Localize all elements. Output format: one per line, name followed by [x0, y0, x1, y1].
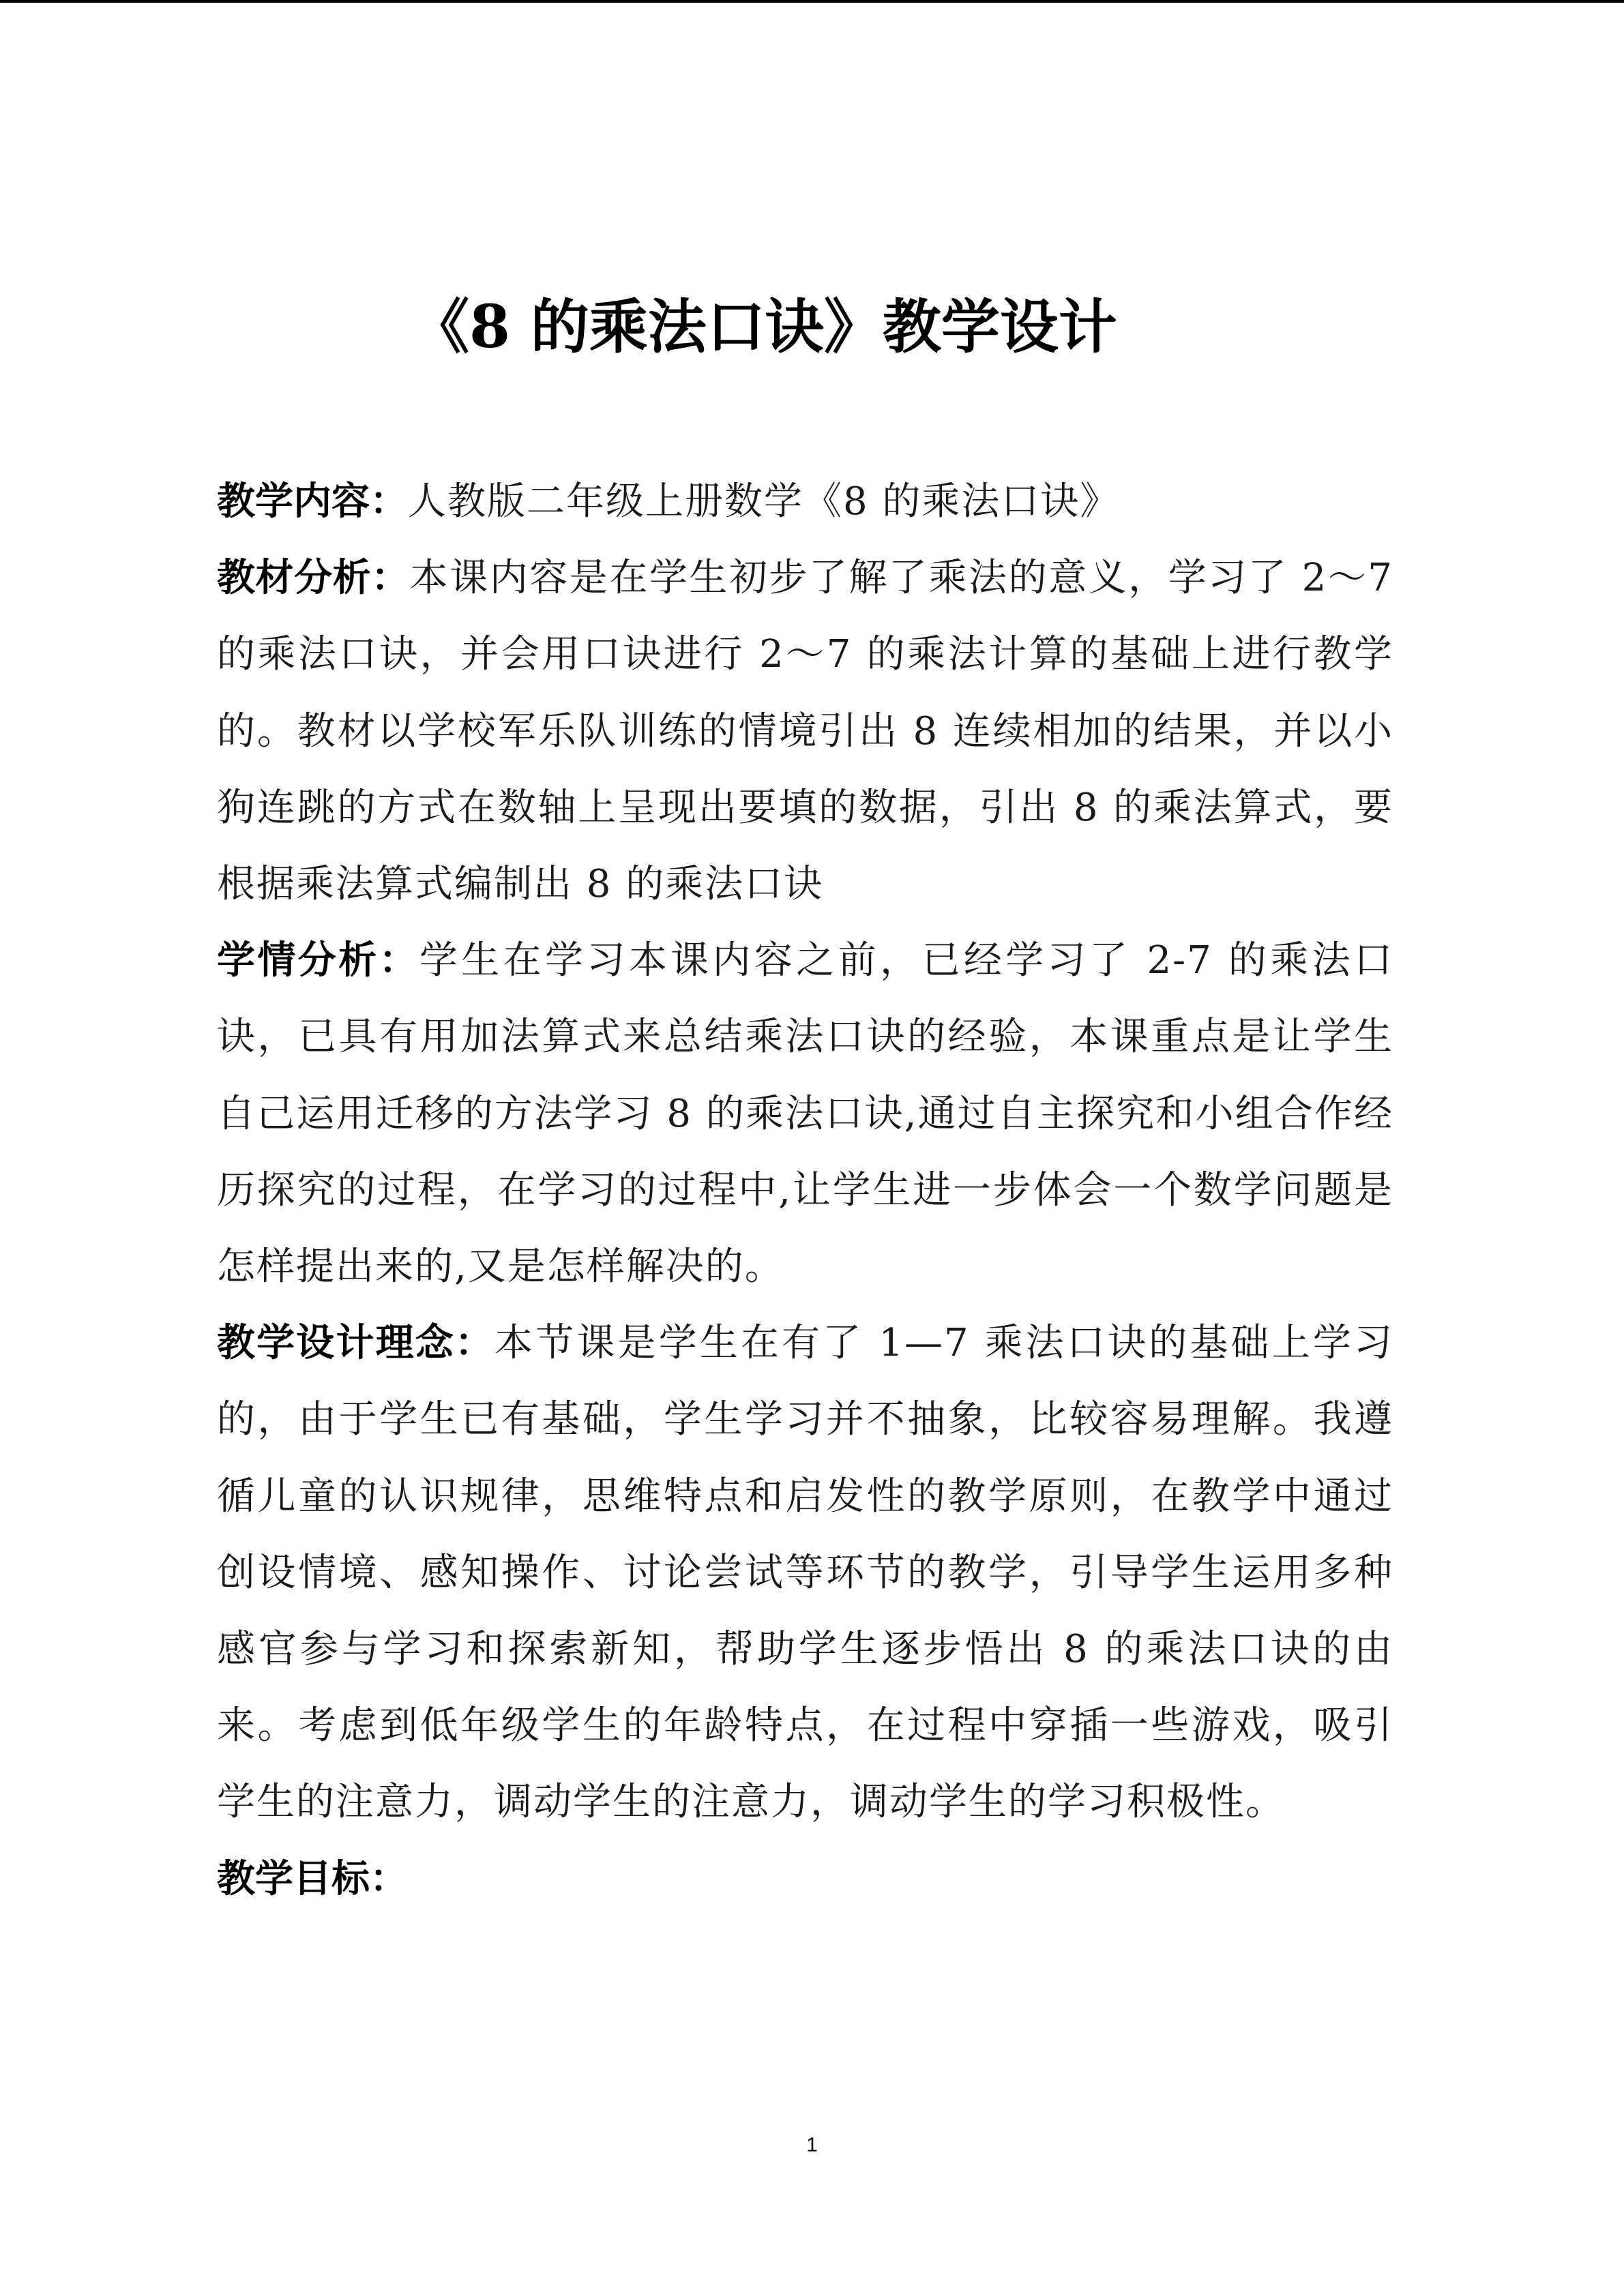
section-text: 本节课是学生在有了 1—7 乘法口诀的基础上学习的，由于学生已有基础，学生学习并不抽象，比较容易理解。我遵循儿童的认识规律，思维特点和启发性的教学原则，在教学中通过创设情境、感知操作、讨论尝试等环节的教学，引导学生运用多种感官参与学习和探索新知，帮助学生逐步悟出 8 的乘法口诀的由来。考虑到低年级学生的年龄特点，在过程中穿插一些游戏，吸引学生的注意力，调动学生的注意力，调动学生的学习积极性。	[217, 1321, 1394, 1825]
page-number: 1	[806, 2134, 818, 2156]
section-label: 学情分析：	[217, 938, 419, 983]
section-text: 学生在学习本课内容之前，已经学习了 2-7 的乘法口诀，已具有用加法算式来总结乘法口诀的经验，本课重点是让学生自己运用迁移的方法学习 8 的乘法口诀,通过自主探究和小组合作经历探究的过程，在学习的过程中,让学生进一步体会一个数学问题是怎样提出来的,又是怎样解决的。	[217, 938, 1394, 1289]
section-label: 教学设计理念：	[217, 1321, 495, 1366]
section-label: 教材分析：	[217, 556, 410, 601]
document-body	[217, 464, 1393, 1918]
top-border-line	[0, 0, 1624, 3]
document-title: 《8 的乘法口诀》教学设计	[411, 293, 1117, 361]
section-textbook-analysis	[217, 540, 1393, 923]
section-text: 人教版二年级上册数学《8 的乘法口诀》	[408, 479, 1120, 524]
section-teaching-content	[217, 464, 1393, 540]
section-student-analysis	[217, 923, 1393, 1305]
section-label: 教学目标：	[217, 1856, 408, 1901]
section-design-concept	[217, 1305, 1393, 1840]
section-label: 教学内容：	[217, 479, 408, 524]
section-text: 本课内容是在学生初步了解了乘法的意义，学习了 2～7 的乘法口诀，并会用口诀进行 2～7 的乘法计算的基础上进行教学的。教材以学校军乐队训练的情境引出 8 连续相加的结果，并以小狗连跳的方式在数轴上呈现出要填的数据，引出 8 的乘法算式，要根据乘法算式编制出 8 的乘法口诀	[217, 556, 1393, 907]
section-teaching-objectives	[217, 1841, 1393, 1918]
